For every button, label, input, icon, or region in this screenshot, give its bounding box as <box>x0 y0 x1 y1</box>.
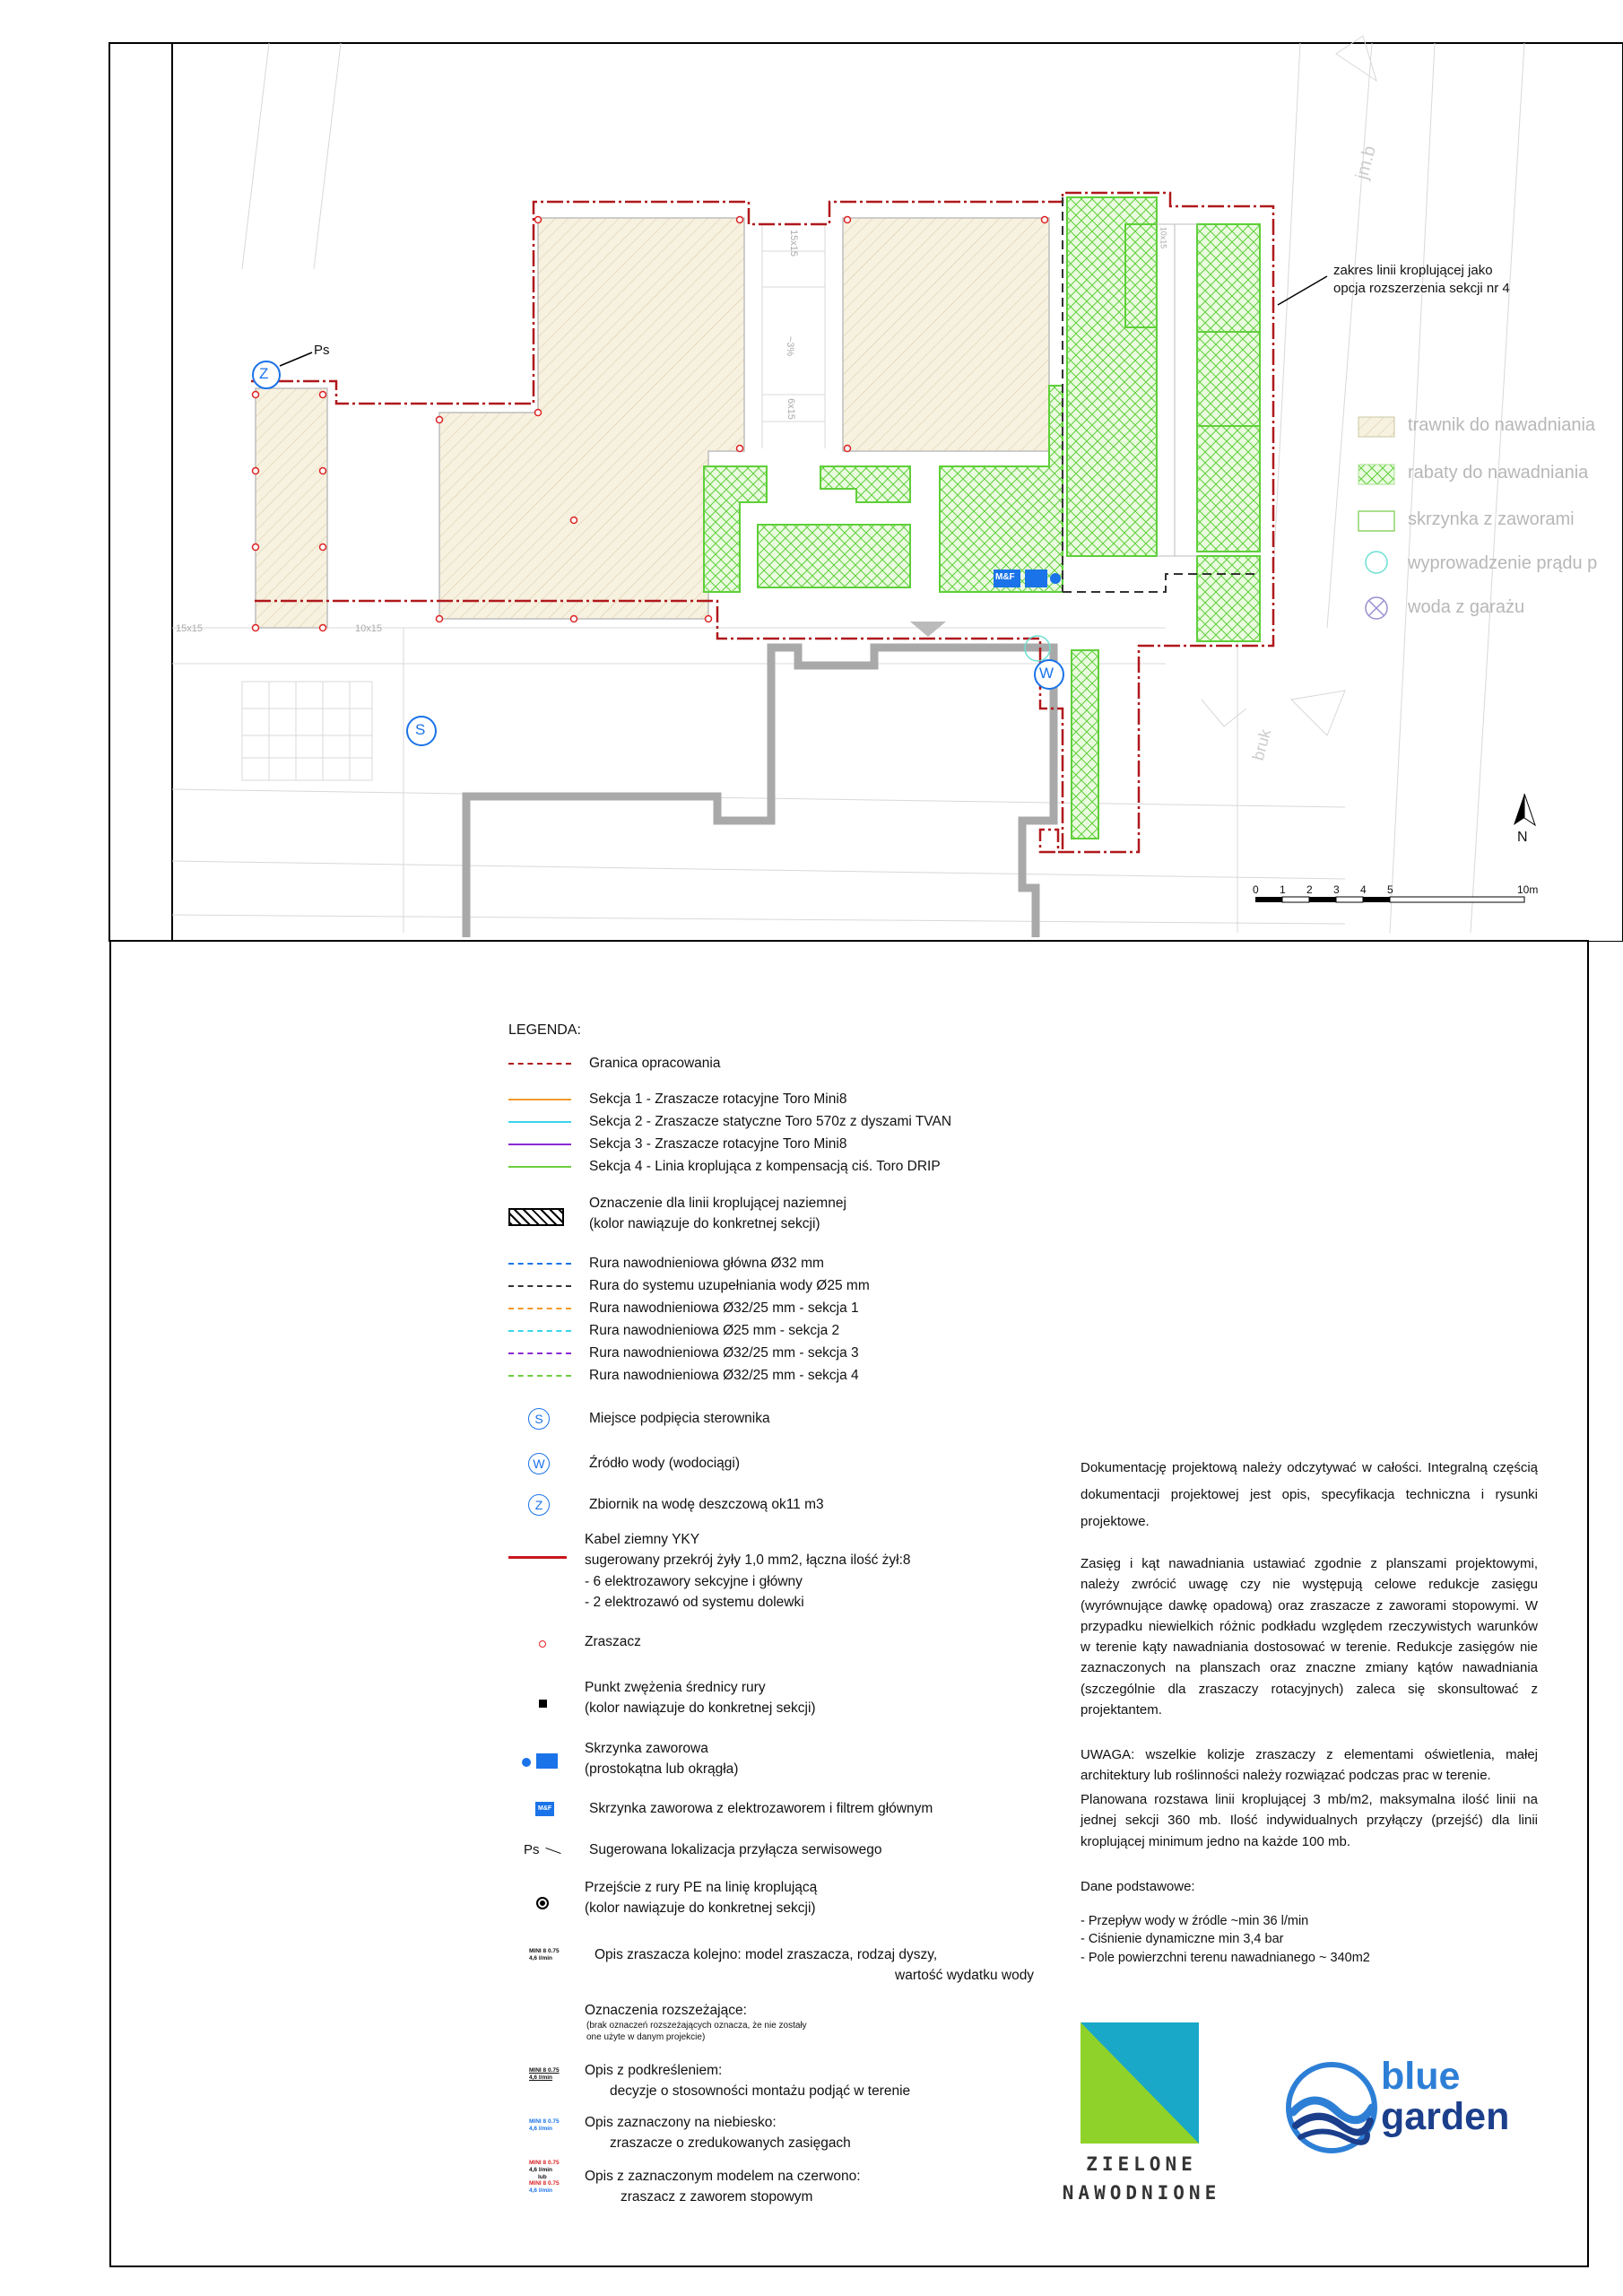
legend-drip-mark: Oznaczenie dla linii kroplującej naziemnej (kolor nawiązuje do konkretnej sekcji) <box>589 1196 846 1232</box>
map-legend-beds: rabaty do nawadniania <box>1408 463 1589 483</box>
legend-row-section: Sekcja 2 - Zraszacze statyczne Toro 570z z dyszami TVAN <box>508 1112 951 1132</box>
border-line-icon <box>508 1063 571 1065</box>
note-p4: Planowana rozstawa linii kroplującej 3 mb/m2, maksymalna ilość linii na jednej sekcji 360 mb. Ilość indywidualnych przyłączy (przejść) dla linii kroplującej minimum jedno na każde 100 mb. <box>1081 1792 1538 1849</box>
legend-row-service: Ps Sugerowana lokalizacja przyłącza serwisowego <box>508 1840 882 1860</box>
pipe-line-icon <box>508 1263 571 1265</box>
blue-mark-icon: MINI 8 0.75 4,6 l/min <box>529 2118 560 2132</box>
scale-label: 4 <box>1360 883 1367 896</box>
sheet-bottom-line <box>109 2266 1587 2267</box>
map-legend-box: skrzynka z zaworami <box>1408 509 1575 529</box>
north-label: N <box>1517 830 1528 845</box>
zielone-logo-text: ZIELONE NAWODNIONE <box>1062 2153 1221 2204</box>
legend-ext: Oznaczenia rozszeżające: (brak oznaczeń rozszeżających oznacza, że nie zostały one użyte w danym projekcie) <box>585 2003 807 2042</box>
scale-label: 2 <box>1306 883 1313 896</box>
legend-row-pipe: Rura nawodnieniowa Ø32/25 mm - sekcja 4 <box>508 1366 859 1386</box>
scale-label: 0 <box>1253 883 1259 896</box>
mf-valve-label: M&F <box>995 572 1015 582</box>
desc-mark-icon: MINI 8 0.75 4,6 l/min <box>529 1948 560 1961</box>
service-leader-icon <box>545 1848 560 1854</box>
legend-row-section: Sekcja 3 - Zraszacze rotacyjne Toro Mini8 <box>508 1135 846 1154</box>
legend-cable: Kabel ziemny YKY sugerowany przekrój żyły 1,0 mm2, łączna ilość żył:8 - 6 elektrozawory sekcyjne i główny - 2 elektrozawó od systemu dolewki <box>585 1532 911 1610</box>
base-title: Dane podstawowe: <box>1081 1879 1195 1894</box>
blue-garden-wave-icon <box>1282 2058 1381 2157</box>
valve-box-rect-icon <box>536 1753 558 1769</box>
tank-symbol: Z <box>259 365 269 382</box>
legend-valvebox: Skrzynka zaworowa (prostokątna lub okrągła) <box>585 1741 739 1778</box>
blue-garden-logo <box>1282 2058 1381 2161</box>
water-source-icon: W <box>528 1453 550 1474</box>
scale-label: 10m <box>1517 883 1539 896</box>
legend-row-pipe: Rura do systemu uzupełniania wody Ø25 mm <box>508 1276 870 1296</box>
section-line-icon <box>508 1166 571 1168</box>
ps-label: Ps <box>314 343 330 358</box>
grade-label: 10x15 <box>1159 226 1168 249</box>
blue-garden-logo-text: blue garden <box>1381 2055 1510 2139</box>
legend-blue: Opis zaznaczony na niebiesko: zraszacze o zredukowanych zasięgach <box>585 2115 851 2152</box>
note-p1: Dokumentację projektową należy odczytywać w całości. Integralną częścią dokumentacji projektowej jest opis, specyfikacja techniczna i rysunki projektowe. <box>1081 1460 1538 1529</box>
red-mark-icon: MINI 8 0.75 4,6 l/min lub MINI 8 0.75 4,6 l/min <box>529 2160 560 2195</box>
legend-row-section: Sekcja 1 - Zraszacze rotacyjne Toro Mini8 <box>508 1090 846 1109</box>
map-legend-lawn: trawnik do nawadniania <box>1408 415 1596 435</box>
note-p3: UWAGA: wszelkie kolizje zraszaczy z elementami oświetlenia, małej architektury lub roślinności należy rozwiązać podczas prac w terenie. <box>1081 1747 1538 1784</box>
legend-desc: Opis zraszacza kolejno: model zraszacza, rodzaj dyszy, wartość wydatku wody <box>595 1947 1035 1984</box>
legend-red: Opis z zaznaczonym modelem na czerwono: zraszacz z zaworem stopowym <box>585 2169 861 2205</box>
reduction-point-icon <box>539 1700 547 1708</box>
legend-row-valvebox-main: M&F Skrzynka zaworowa z elektrozaworem i filtrem głównym <box>508 1799 933 1819</box>
service-icon: Ps <box>524 1842 540 1858</box>
valve-box-main-icon: M&F <box>535 1802 554 1816</box>
legend-transition: Przejście z rury PE na linię kroplującą (kolor nawiązuje do konkretnej sekcji) <box>585 1880 818 1917</box>
pipe-line-icon <box>508 1308 571 1309</box>
cable-line-icon <box>508 1556 567 1559</box>
grade-label: ~3% <box>785 335 796 357</box>
controller-symbol: S <box>415 721 426 738</box>
map-legend-power: wyprowadzenie prądu p <box>1408 553 1598 573</box>
callout-label: zakres linii kroplującej jako opcja rozszerzenia sekcji nr 4 <box>1333 263 1510 296</box>
legend-row-pipe: Rura nawodnieniowa główna Ø32 mm <box>508 1254 824 1274</box>
pipe-line-icon <box>508 1352 571 1354</box>
legend-underline: Opis z podkreśleniem: decyzje o stosowności montażu podjąć w terenie <box>585 2063 911 2100</box>
underline-mark-icon: MINI 8 0.75 4,6 l/min <box>529 2067 560 2081</box>
controller-icon: S <box>528 1408 550 1430</box>
legend-row-pipe: Rura nawodnieniowa Ø32/25 mm - sekcja 3 <box>508 1344 859 1363</box>
scale-label: 5 <box>1387 883 1393 896</box>
legend-title: LEGENDA: <box>508 1022 581 1038</box>
grade-label: 6x15 <box>785 398 796 420</box>
pipe-line-icon <box>508 1330 571 1332</box>
legend-reduction: Punkt zwężenia średnicy rury (kolor nawiązuje do konkretnej sekcji) <box>585 1680 816 1717</box>
legend-row-border: Granica opracowania <box>508 1054 720 1074</box>
note-p2: Zasięg i kąt nawadniania ustawiać zgodnie z planszami projektowymi, należy zwrócić uwagę czy nie występują celowe redukcje zasięgu (wyrównujące dawkę opadową) oraz zraszacze z zaworami stopowymi. W przypadku niewielkich różnic podkładu względem rzeczywistych warunków w terenie kąty nawadniania dostosować w terenie. Redukcje zasięgów nie zaznaczonych na planszach oraz znaczne zmiany kątów nawadniania (szczególnie dla zraszaczy rotacyjnych) zaleca się skonsultować z projektantem. <box>1081 1556 1538 1718</box>
legend-sprinkler: Zraszacz <box>585 1634 641 1649</box>
pipe-line-icon <box>508 1375 571 1377</box>
water-source-symbol: W <box>1039 665 1055 682</box>
legend-row-pipe: Rura nawodnieniowa Ø32/25 mm - sekcja 1 <box>508 1299 859 1318</box>
grade-label: 10x15 <box>355 623 382 634</box>
section-line-icon <box>508 1121 571 1123</box>
top-label: jm.b <box>1351 144 1380 182</box>
sheet-right-line <box>1587 940 1589 2267</box>
legend-row-tank: Z Zbiornik na wodę deszczową ok11 m3 <box>508 1494 824 1516</box>
site-plan <box>0 0 1623 942</box>
valve-box-round-icon <box>522 1758 531 1767</box>
zielone-logo-mark-icon <box>1081 2022 1199 2144</box>
transition-icon <box>536 1897 549 1909</box>
section-line-icon <box>508 1099 571 1100</box>
sprinkler-icon <box>539 1640 546 1648</box>
section-line-icon <box>508 1144 571 1145</box>
legend-row-water: W Źródło wody (wodociągi) <box>508 1453 740 1474</box>
grade-label: 15x15 <box>787 230 799 257</box>
map-legend-garage: woda z garażu <box>1408 597 1525 617</box>
legend-row-controller: S Miejsce podpięcia sterownika <box>508 1408 770 1430</box>
grade-label: 15x15 <box>176 623 203 634</box>
legend-row-section: Sekcja 4 - Linia kroplująca z kompensacją ciś. Toro DRIP <box>508 1157 941 1177</box>
pipe-line-icon <box>508 1285 571 1287</box>
base-list: - Przepływ wody w źródle ~min 36 l/min - Ciśnienie dynamiczne min 3,4 bar - Pole powierzchni terenu nawadnianego ~ 340m2 <box>1081 1914 1370 1965</box>
drip-mark-icon <box>508 1208 564 1226</box>
legend-row-pipe: Rura nawodnieniowa Ø25 mm - sekcja 2 <box>508 1321 839 1341</box>
zielone-logo <box>1081 2022 1199 2144</box>
scale-label: 3 <box>1333 883 1340 896</box>
tank-icon: Z <box>528 1494 550 1516</box>
scale-label: 1 <box>1280 883 1286 896</box>
street-label: bruk <box>1248 726 1275 762</box>
